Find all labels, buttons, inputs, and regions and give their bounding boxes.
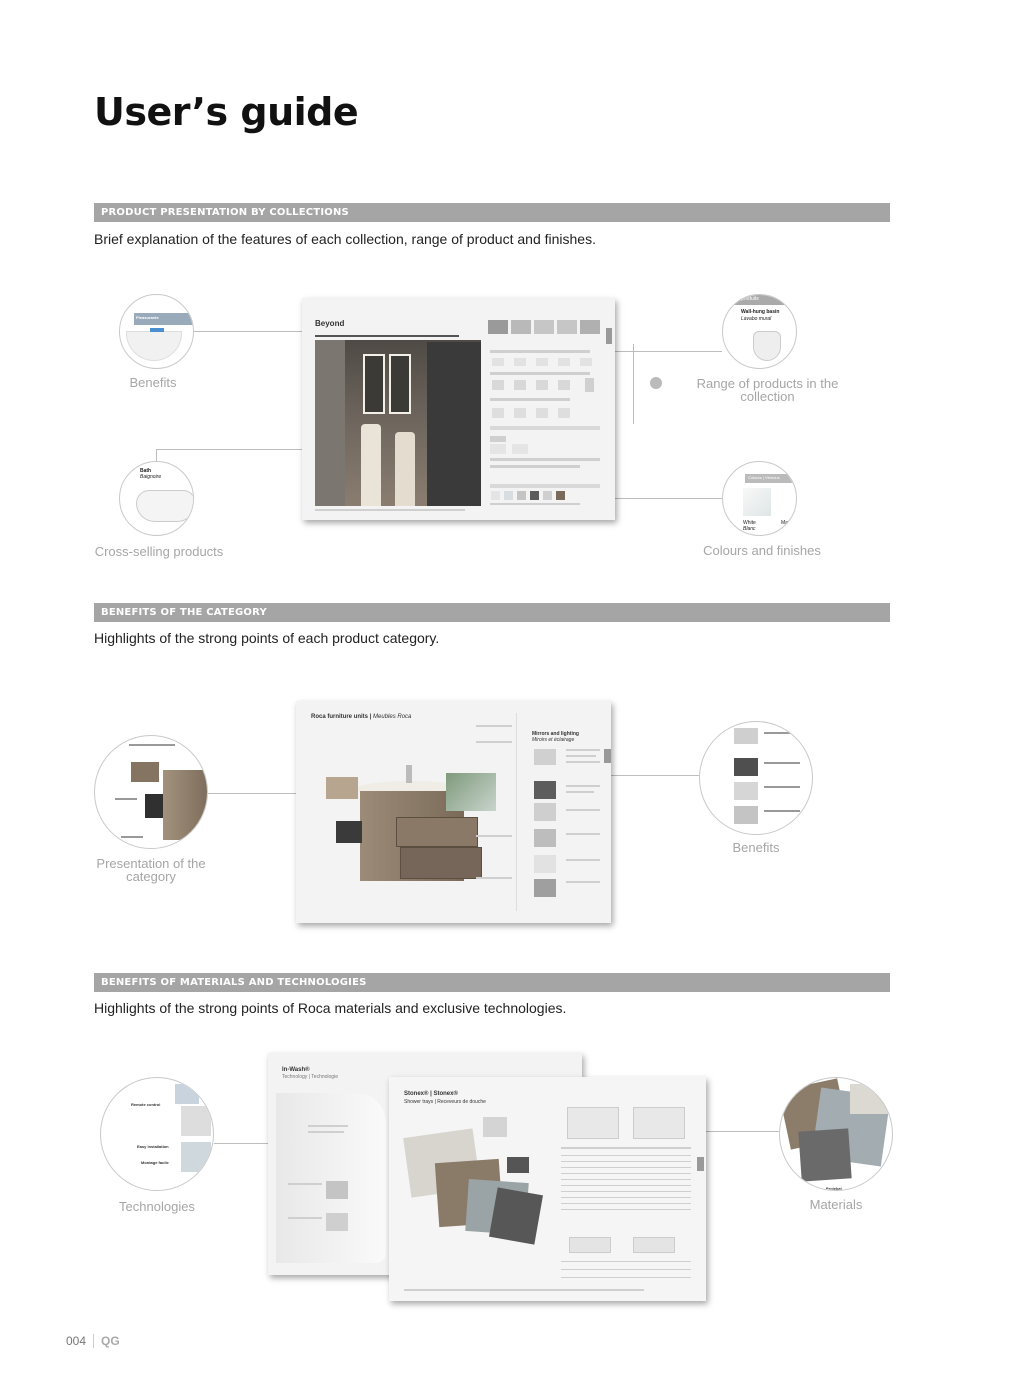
label-cross-selling: Cross-selling products — [94, 544, 224, 559]
range-tag: produits — [723, 295, 797, 305]
cross-sub: Baignoire — [140, 474, 162, 480]
catalog-spread-furniture — [296, 701, 611, 923]
tech-callout-3: Montage facile — [141, 1160, 169, 1165]
connector-line — [706, 1131, 779, 1132]
spread2-right-sub: Miroirs et éclairage — [532, 737, 575, 743]
basin-icon — [753, 331, 781, 361]
label-range: Range of products in the collection — [696, 376, 839, 404]
materials-circle — [779, 1077, 893, 1191]
spread2-right-title: Mirrors and lighting — [532, 731, 579, 737]
range-callout-circle — [722, 294, 797, 369]
white-swatch — [743, 488, 771, 516]
section-description-materials: Highlights of the strong points of Roca materials and exclusive technologies. — [94, 1000, 567, 1016]
label-benefits: Benefits — [129, 375, 177, 390]
label-materials: Materials — [809, 1197, 863, 1212]
bathtub-icon — [136, 490, 194, 522]
category-benefits-circle — [699, 721, 813, 835]
page-title: User’s guide — [94, 90, 359, 134]
benefit-tag: Pleasurante — [134, 313, 194, 325]
section-header-category: BENEFITS OF THE CATEGORY — [94, 603, 890, 622]
inwash-sub: Technology | Technologie — [282, 1074, 338, 1080]
page-footer — [66, 1334, 120, 1348]
connector-line — [610, 351, 722, 352]
colour-matt: Matt — [781, 520, 791, 526]
section-header-materials: BENEFITS OF MATERIALS AND TECHNOLOGIES — [94, 973, 890, 992]
cross-title: Bath — [140, 468, 152, 474]
catalog-spread-stonex — [389, 1077, 706, 1301]
materials-tag: Projekat — [826, 1186, 842, 1191]
cross-selling-callout-circle — [119, 461, 194, 536]
connector-line — [608, 775, 700, 776]
colours-callout-circle — [722, 461, 797, 536]
label-colours: Colours and finishes — [703, 543, 821, 558]
footer-code: QG — [101, 1334, 120, 1348]
connector-line — [610, 498, 722, 499]
spread-title: Beyond — [315, 319, 345, 328]
stonex-title: Stonex® | Stonex® — [404, 1091, 458, 1097]
connector-line — [193, 331, 305, 332]
connector-line — [214, 1143, 268, 1144]
spread2-title: Roca furniture units | Meubles Roca — [311, 714, 412, 720]
section-description-category: Highlights of the strong points of each product category. — [94, 630, 440, 646]
connector-line — [633, 344, 634, 424]
label-technologies: Technologies — [119, 1199, 195, 1214]
technologies-circle — [100, 1077, 214, 1191]
colour-white-sub: Blanc — [743, 526, 756, 532]
page-number: 004 — [66, 1334, 87, 1348]
range-sub: Lavabo mural — [741, 316, 772, 322]
catalog-spread-beyond — [302, 298, 615, 520]
label-category-benefits: Benefits — [732, 840, 780, 855]
colours-tag: Colours | Vitreous — [745, 474, 797, 483]
expand-dot-icon — [650, 377, 662, 389]
tech-callout-1: Remote control — [131, 1102, 161, 1107]
range-title: Wall-hung basin — [741, 309, 780, 315]
inwash-title: In-Wash® — [282, 1067, 310, 1073]
stonex-sub: Shower trays | Receveurs de douche — [404, 1099, 486, 1105]
tech-callout-2: Easy installation — [137, 1144, 169, 1149]
benefits-callout-circle — [119, 294, 194, 369]
category-presentation-circle — [94, 735, 208, 849]
section-header-collections: PRODUCT PRESENTATION BY COLLECTIONS — [94, 203, 890, 222]
dimension-icon — [150, 328, 164, 332]
bathroom-photo — [315, 340, 481, 506]
section-description-collections: Brief explanation of the features of each collection, range of product and finishes. — [94, 231, 596, 247]
colour-white: White — [743, 520, 756, 526]
label-presentation: Presentation of the category — [96, 856, 206, 884]
connector-line — [208, 793, 303, 794]
